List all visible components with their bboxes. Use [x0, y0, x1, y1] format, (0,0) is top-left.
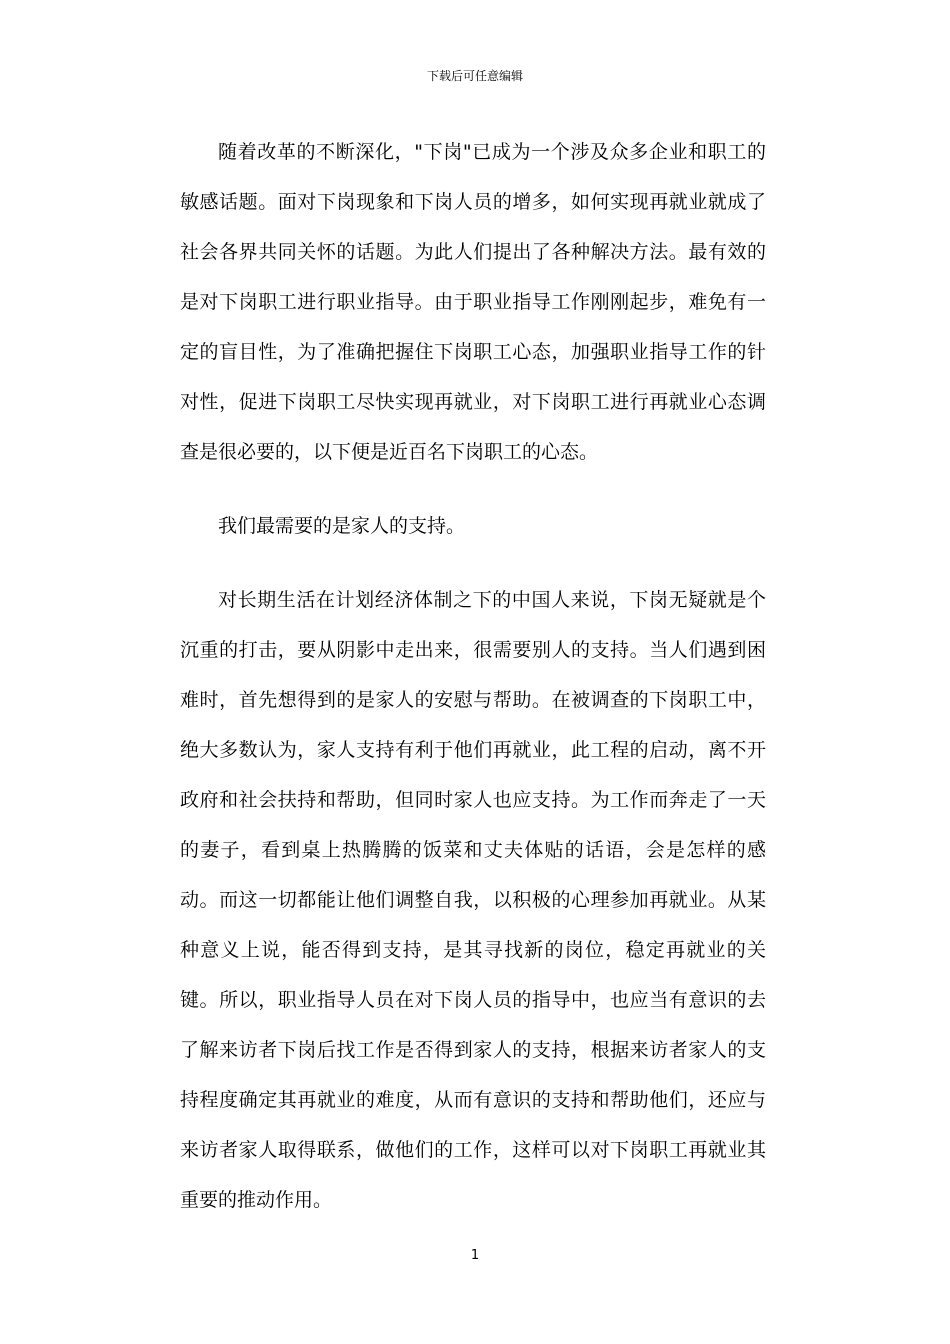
paragraph-intro: 随着改革的不断深化，"下岗"已成为一个涉及众多企业和职工的敏感话题。面对下岗现象和下岗人员的增多，如何实现再就业就成了社会各界共同关怀的话题。为此人们提出了各种解决方法。最有效的是对下岗职工进行职业指导。由于职业指导工作刚刚起步，难免有一定的盲目性，为了准确把握住下岗职工心态，加强职业指导工作的针对性，促进下岗职工尽快实现再就业，对下岗职工进行再就业心态调查是很必要的，以下便是近百名下岗职工的心态。	[180, 141, 766, 463]
paragraph-family-support: 对长期生活在计划经济体制之下的中国人来说，下岗无疑就是个沉重的打击，要从阴影中走出来，很需要别人的支持。当人们遇到困难时，首先想得到的是家人的安慰与帮助。在被调查的下岗职工中，绝大多数认为，家人支持有利于他们再就业，此工程的启动，离不开政府和社会扶持和帮助，但同时家人也应支持。为工作而奔走了一天的妻子，看到桌上热腾腾的饭菜和丈夫体贴的话语，会是怎样的感动。而这一切都能让他们调整自我，以积极的心理参加再就业。从某种意义上说，能否得到支持，是其寻找新的岗位，稳定再就业的关键。所以，职业指导人员在对下岗人员的指导中，也应当有意识的去了解来访者下岗后找工作是否得到家人的支持，根据来访者家人的支持程度确定其再就业的难度，从而有意识的支持和帮助他们，还应与来访者家人取得联系，做他们的工作，这样可以对下岗职工再就业其重要的推动作用。	[180, 589, 766, 1211]
paragraph-heading: 我们最需要的是家人的支持。	[218, 515, 466, 537]
document-body	[180, 127, 766, 1225]
page-header: 下载后可任意编辑	[426, 69, 523, 83]
page-number: 1	[470, 1248, 480, 1263]
